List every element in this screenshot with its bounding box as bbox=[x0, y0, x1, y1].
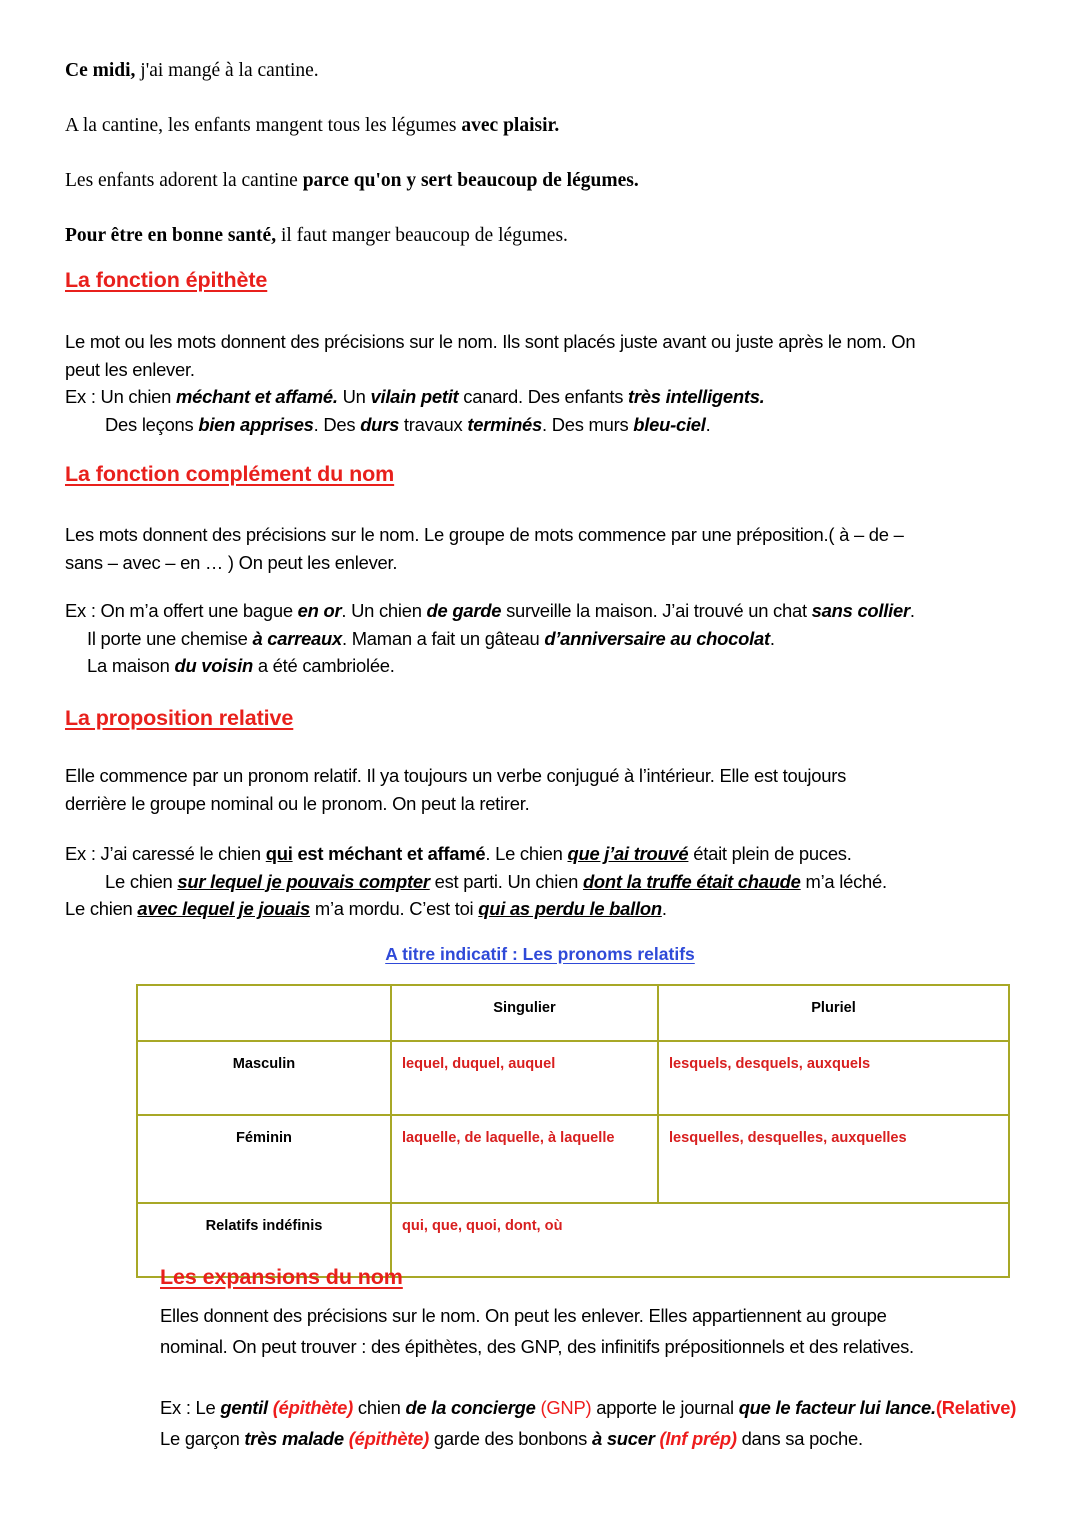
exp-a: Ex : Le bbox=[160, 1397, 221, 1418]
rel-l2-c: est parti. Un chien bbox=[429, 870, 583, 892]
epithete-l2-d: durs bbox=[360, 413, 400, 435]
cmp-l3-b: du voisin bbox=[174, 655, 253, 676]
cmp-l2-d: d’anniversaire au chocolat bbox=[544, 627, 770, 649]
cmp-l1-d: de garde bbox=[426, 600, 502, 621]
epithete-rule-text bbox=[65, 328, 1025, 438]
table-header-empty bbox=[137, 985, 391, 1041]
relative-ex-line1 bbox=[65, 843, 852, 864]
epithete-l2-f: terminés bbox=[467, 413, 543, 435]
cmp-l3-c: a été cambriolée. bbox=[252, 655, 395, 676]
intro-4-rest: il faut manger beaucoup de légumes. bbox=[276, 225, 568, 247]
exp-g-gnp-tag: (GNP) bbox=[540, 1397, 592, 1418]
cell-feminin-singulier: laquelle, de laquelle, à laquelle bbox=[391, 1115, 658, 1203]
intro-1-bold-lead: Ce midi, bbox=[65, 60, 136, 81]
rel-l3-b: avec lequel je jouais bbox=[137, 898, 311, 919]
rel-l1-c: est méchant et affamé bbox=[292, 843, 486, 864]
cmp-l1-e: surveille la maison. J’ai trouvé un chat bbox=[501, 600, 812, 621]
cmp-l3-a: La maison bbox=[87, 655, 175, 676]
epithete-l2-i: . bbox=[705, 413, 711, 435]
cmp-l2-b: à carreaux bbox=[252, 627, 342, 649]
exp-c-epithete-tag: (épithète) bbox=[272, 1397, 354, 1418]
exp-l: Le garçon bbox=[160, 1428, 245, 1449]
epithete-l2-e: travaux bbox=[399, 413, 468, 435]
relative-rule-line1: Elle commence par un pronom relatif. Il ya toujours un verbe conjugué à l’intérieur. Elle est toujours bbox=[65, 765, 847, 786]
table-row bbox=[137, 1041, 1009, 1115]
intro-paragraph-1 bbox=[65, 58, 1015, 84]
exp-d: chien bbox=[353, 1397, 406, 1418]
complement-ex-line3 bbox=[87, 655, 395, 676]
intro-2-rest: A la cantine, les enfants mangent tous les légumes bbox=[65, 115, 462, 137]
expansions-examples bbox=[160, 1392, 1030, 1454]
epithete-ex2-mid: canard. Des enfants bbox=[458, 386, 628, 407]
exp-i: que le facteur lui lance. bbox=[738, 1397, 936, 1418]
table-header-pluriel: Pluriel bbox=[658, 985, 1009, 1041]
rel-l3-d: qui as perdu le ballon bbox=[478, 898, 662, 919]
exp-e: de la concierge bbox=[405, 1397, 536, 1418]
epithete-ex1-mid: Un bbox=[337, 386, 371, 407]
exp-n-epithete-tag: (épithète) bbox=[348, 1428, 430, 1449]
exp-r: dans sa poche. bbox=[736, 1428, 863, 1449]
section-heading-complement: La fonction complément du nom bbox=[65, 462, 395, 486]
intro-4-bold-lead: Pour être en bonne santé, bbox=[65, 225, 277, 247]
exp-k-relative-tag: Relative) bbox=[941, 1397, 1017, 1418]
section-heading-epithete: La fonction épithète bbox=[65, 268, 268, 292]
complement-ex-line1 bbox=[65, 600, 915, 621]
intro-paragraph-2 bbox=[65, 113, 1015, 139]
expansions-rule-line1: Elles donnent des précisions sur le nom. On peut les enlever. Elles appartiennent au groupe bbox=[160, 1305, 887, 1326]
intro-paragraphs bbox=[65, 58, 1015, 279]
intro-3-bold-tail: parce qu'on y sert beaucoup de légumes. bbox=[302, 170, 639, 192]
epithete-ex1: méchant et affamé. bbox=[175, 386, 338, 407]
table-header-row bbox=[137, 985, 1009, 1041]
section-heading-expansions: Les expansions du nom bbox=[160, 1265, 403, 1289]
rel-l2-a: Le chien bbox=[105, 870, 178, 892]
cmp-l1-a: Ex : On m’a offert une bague bbox=[65, 600, 298, 621]
cmp-l1-f: sans collier bbox=[811, 600, 910, 621]
pronoms-relatifs-table bbox=[136, 984, 1010, 1278]
rel-l1-b: qui bbox=[265, 843, 293, 864]
epithete-l2-g: . Des murs bbox=[542, 413, 634, 435]
complement-rule-line1: Les mots donnent des précisions sur le nom. Le groupe de mots commence par une préposition.( à – de – bbox=[65, 524, 904, 545]
intro-2-bold-tail: avec plaisir. bbox=[461, 115, 560, 137]
cell-masculin-singulier: lequel, duquel, auquel bbox=[391, 1041, 658, 1115]
cmp-l1-c: . Un chien bbox=[341, 600, 427, 621]
rel-l3-a: Le chien bbox=[65, 898, 138, 919]
cmp-l2-a: Il porte une chemise bbox=[87, 627, 253, 649]
epithete-example-line1 bbox=[65, 386, 765, 407]
rel-l1-f: était plein de puces. bbox=[688, 843, 852, 864]
epithete-ex3: très intelligents. bbox=[628, 386, 765, 407]
complement-ex-line2 bbox=[87, 628, 775, 649]
cmp-l2-e: . bbox=[769, 627, 775, 649]
epithete-l2-a: Des leçons bbox=[105, 413, 199, 435]
rel-l1-d: . Le chien bbox=[485, 843, 568, 864]
cell-masculin-pluriel: lesquels, desquels, auxquels bbox=[658, 1041, 1009, 1115]
expansions-rule-text bbox=[160, 1300, 1030, 1362]
exp-h: apporte le journal bbox=[591, 1397, 739, 1418]
expansions-block bbox=[160, 1300, 1030, 1454]
table-header-singulier: Singulier bbox=[391, 985, 658, 1041]
rel-l3-c: m’a mordu. C’est toi bbox=[310, 898, 479, 919]
epithete-l2-b: bien apprises bbox=[198, 413, 314, 435]
table-title: A titre indicatif : Les pronoms relatifs bbox=[385, 944, 695, 964]
table-row bbox=[137, 1115, 1009, 1203]
exp-p: à sucer bbox=[591, 1428, 660, 1449]
intro-paragraph-3 bbox=[65, 168, 1015, 194]
cmp-l1-b: en or bbox=[297, 600, 342, 621]
expansions-rule-line2: nominal. On peut trouver : des épithètes, des GNP, des infinitifs prépositionnels et des relatives. bbox=[160, 1336, 914, 1357]
intro-paragraph-4 bbox=[65, 223, 1015, 249]
cmp-l2-c: . Maman a fait un gâteau bbox=[342, 627, 545, 649]
rel-l2-d: dont la truffe était chaude bbox=[582, 870, 801, 892]
rel-l1-e: que j’ai trouvé bbox=[567, 843, 689, 864]
relative-examples bbox=[65, 840, 1035, 923]
relative-rule-text bbox=[65, 762, 1025, 817]
epithete-example-line2 bbox=[105, 414, 711, 435]
epithete-l2-h: bleu-ciel bbox=[633, 413, 706, 435]
row-label-relatifs-indefinis: Relatifs indéfinis bbox=[137, 1203, 391, 1277]
exp-q-infprep-tag: (Inf prép) bbox=[659, 1428, 737, 1449]
section-heading-relative: La proposition relative bbox=[65, 706, 294, 730]
rel-l1-a: Ex : J’ai caressé le chien bbox=[65, 843, 266, 864]
epithete-rule-line1: Le mot ou les mots donnent des précisions sur le nom. Ils sont placés juste avant ou juste après le nom. On bbox=[65, 331, 916, 352]
complement-rule-line2: sans – avec – en … ) On peut les enlever. bbox=[65, 551, 398, 573]
relative-ex-line2 bbox=[105, 871, 887, 892]
epithete-ex2: vilain petit bbox=[370, 386, 459, 407]
epithete-l2-c: . Des bbox=[313, 413, 361, 435]
epithete-rule-line2: peut les enlever. bbox=[65, 358, 195, 380]
epithete-ex-prefix: Ex : Un chien bbox=[65, 386, 176, 407]
rel-l3-e: . bbox=[661, 898, 667, 919]
relative-ex-line3 bbox=[65, 898, 667, 919]
row-label-masculin: Masculin bbox=[137, 1041, 391, 1115]
cell-feminin-pluriel: lesquelles, desquelles, auxquelles bbox=[658, 1115, 1009, 1203]
cmp-l1-g: . bbox=[909, 600, 915, 621]
exp-j: ( bbox=[935, 1397, 942, 1418]
intro-1-rest: j'ai mangé à la cantine. bbox=[135, 60, 319, 81]
rel-l2-b: sur lequel je pouvais compter bbox=[177, 870, 430, 892]
complement-rule-text bbox=[65, 521, 1025, 576]
intro-3-rest: Les enfants adorent la cantine bbox=[65, 170, 303, 192]
exp-m: très malade bbox=[244, 1428, 349, 1449]
exp-o: garde des bonbons bbox=[429, 1428, 592, 1449]
relative-rule-line2: derrière le groupe nominal ou le pronom. On peut la retirer. bbox=[65, 792, 530, 814]
complement-examples bbox=[65, 597, 1035, 680]
exp-b: gentil bbox=[220, 1397, 273, 1418]
rel-l2-e: m’a léché. bbox=[800, 870, 887, 892]
row-label-feminin: Féminin bbox=[137, 1115, 391, 1203]
cell-relatifs-indefinis-value: qui, que, quoi, dont, où bbox=[391, 1203, 1009, 1277]
